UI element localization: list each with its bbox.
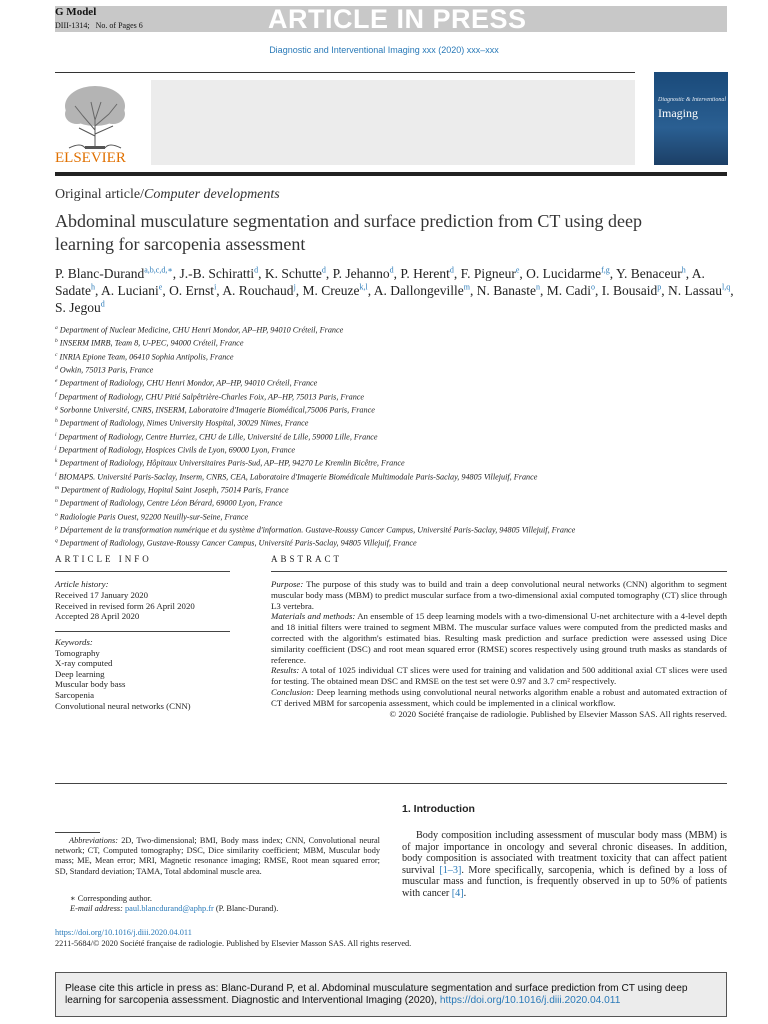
keywords <box>55 637 230 711</box>
abstract-results <box>271 665 727 687</box>
author-name: A. Sadate <box>55 266 705 298</box>
abbreviations-text: 2D, Two-dimensional; BMI, Body mass index; CNN, Convolutional neural network; CT, Computed tomography; DSC, Dice similarity coefficient; MBM, Muscular body mass; ME, Mean error; MRI, Magnetic resonance imaging; RMSE, Root mean squared error; SD, Standard deviation; TAMA, Total abdominal muscle area. <box>55 836 380 876</box>
affiliation-key: l <box>55 471 57 478</box>
affiliation-text: BIOMAPS. Université Paris-Saclay, Inserm, CNRS, CEA, Laboratoire d'Imagerie Biomédicale Multimodale Paris-Saclay, 94805 Villejuif, France <box>58 472 538 482</box>
keywords-label: Keywords: <box>55 637 93 647</box>
author-affiliation-marker[interactable]: h <box>91 282 95 292</box>
article-title: Abdominal musculature segmentation and surface prediction from CT using deep learning for sarcopenia assessment <box>55 211 643 254</box>
intro-text-part: Body composition including assessment of muscular body mass (MBM) is of major importance in oncology and several chronic diseases. In addition, body composition is associated with treatment toxicity that can affect patient survival <box>402 830 727 876</box>
abstract-methods <box>271 611 727 665</box>
author-affiliation-marker[interactable]: h <box>681 265 686 275</box>
affiliation-text: Sorbonne Université, CNRS, INSERM, Laboratoire d'Imagerie Biomédical,75006 Paris, France <box>59 405 375 415</box>
author-name: M. Cadi <box>546 283 591 298</box>
affiliation-item <box>55 323 735 336</box>
affiliation-text: Owkin, 75013 Paris, France <box>59 365 154 375</box>
affiliation-item <box>55 510 735 523</box>
article-type: Original article/Computer developments <box>55 187 280 202</box>
affiliation-text: Département de la transformation numérique et du système d'information. Gustave-Roussy Cancer Campus, Université Paris-Saclay, 94805 Villejuif, France <box>59 525 576 535</box>
author-affiliation-marker[interactable]: d <box>321 265 326 275</box>
affiliation-key: k <box>55 458 58 465</box>
affiliation-text: Department of Radiology, CHU Pitié Salpêtrière-Charles Foix, AP–HP, 75013 Paris, France <box>58 392 365 402</box>
author-name: A. Rouchaud <box>222 283 294 298</box>
history-revised: Received in revised form 26 April 2020 <box>55 600 195 611</box>
citation-doi-link[interactable]: https://doi.org/10.1016/j.diii.2020.04.011 <box>439 995 621 1007</box>
keywords-rule <box>55 631 230 632</box>
journal-citation-line[interactable]: Diagnostic and Interventional Imaging xxx (2020) xxx–xxx <box>269 45 499 55</box>
author-affiliation-marker[interactable]: l,q <box>722 282 731 292</box>
author-affiliation-marker[interactable]: e <box>515 265 520 275</box>
email-label: E-mail address: <box>70 904 123 913</box>
author-affiliation-marker[interactable]: d <box>389 265 394 275</box>
introduction-heading: 1. Introduction <box>402 803 475 815</box>
author-affiliation-marker[interactable]: e <box>158 282 163 292</box>
author-name: A. Luciani <box>101 283 159 298</box>
abstract-conclusion <box>271 687 727 709</box>
cover-subtitle: Diagnostic & Interventional <box>658 97 726 103</box>
reference-link[interactable]: [1–3] <box>439 864 462 876</box>
abstract-copyright: © 2020 Société française de radiologie. Published by Elsevier Masson SAS. All rights reserved. <box>389 708 727 719</box>
affiliation-item <box>55 363 735 376</box>
g-model-label: G Model <box>55 6 97 18</box>
author-name: K. Schutte <box>264 266 322 281</box>
affiliation-text: Department of Nuclear Medicine, CHU Henri Mondor, AP–HP, 94010 Créteil, France <box>59 325 344 335</box>
history-label: Article history: <box>55 579 109 589</box>
author-name: P. Blanc-Durand <box>55 266 145 281</box>
affiliation-item <box>55 403 735 416</box>
citation-box <box>55 972 727 1017</box>
affiliation-text: Department of Radiology, CHU Henri Mondor, AP–HP, 94010 Créteil, France <box>59 379 318 389</box>
affiliation-text: Department of Radiology, Centre Léon Bérard, 69000 Lyon, France <box>59 499 283 508</box>
keyword-item: Deep learning <box>55 668 105 679</box>
article-type-sub: Computer developments <box>144 187 280 202</box>
citation-text: Please cite this article in press as: Blanc-Durand P, et al. Abdominal musculature segmentation and surface prediction from CT using deep learning for sarcopenia assessment. Diagnostic and Interventional Imaging (2020), <box>65 983 688 1007</box>
journal-header-panel <box>151 80 635 165</box>
author-name: I. Bousaid <box>601 283 658 298</box>
affiliation-key: a <box>55 325 58 331</box>
affiliation-key: i <box>55 431 57 438</box>
email-owner: (P. Blanc-Durand). <box>215 904 279 913</box>
keyword-item: Tomography <box>55 647 100 658</box>
author-name: Y. Benaceur <box>616 266 682 281</box>
affiliation-text: Department of Radiology, Hôpitaux Universitaires Paris-Sud, AP–HP, 94270 Le Kremlin Bicêtre, France <box>59 459 405 469</box>
affiliation-text: Department of Radiology, Centre Hurriez, CHU de Lille, Université de Lille, 59000 Lille, France <box>58 432 378 442</box>
keyword-item: Muscular body bass <box>55 679 126 690</box>
header-thick-rule <box>55 172 727 176</box>
abstract-purpose-label: Purpose: <box>271 579 304 589</box>
affiliation-key: c <box>55 351 58 358</box>
affiliation-item <box>55 336 735 349</box>
abstract-results-label: Results: <box>271 665 300 676</box>
author-name: P. Jehanno <box>332 266 390 281</box>
affiliation-text: INSERM IMRB, Team 8, U-PEC, 94000 Créteil, France <box>59 339 244 349</box>
affiliation-key: b <box>55 338 58 345</box>
author-name: M. Creuze <box>302 283 360 298</box>
footnote-rule <box>55 832 100 833</box>
article-history <box>55 579 230 622</box>
author-affiliation-marker[interactable]: j <box>293 282 296 292</box>
author-name: F. Pigneur <box>460 266 516 281</box>
abstract-purpose-text: The purpose of this study was to build and train a deep convolutional neural networks (CNN) algorithm to segment muscular body mass (MBM) to predict muscular surface from a two-dimensional axial computed tomography (CT) slice through L3 vertebra. <box>271 579 727 611</box>
header-divider <box>55 72 635 73</box>
affiliation-key: o <box>55 511 58 518</box>
affiliation-text: INRIA Epione Team, 06410 Sophia Antipolis, France <box>59 352 234 362</box>
affiliation-key: g <box>55 404 58 411</box>
abstract-conclusion-text: Deep learning methods using convolutional neural networks algorithm enable a robust and automated extraction of CT derived MBM for sarcopenia assessment, which could be implemented in a clinical workflow. <box>271 686 728 708</box>
affiliation-key: q <box>55 538 58 545</box>
author-affiliation-marker[interactable]: n <box>535 282 540 292</box>
keyword-item: X-ray computed <box>55 658 113 669</box>
author-affiliation-marker[interactable]: d <box>449 265 454 275</box>
history-received: Received 17 January 2020 <box>55 589 149 600</box>
affiliation-text: Department of Radiology, Hospices Civils de Lyon, 69000 Lyon, France <box>58 445 296 455</box>
corresponding-author: ∗ Corresponding author. <box>70 894 152 903</box>
author-affiliation-marker[interactable]: k,l <box>359 282 368 292</box>
intro-text-part: . <box>463 887 467 899</box>
affiliation-key: d <box>55 364 58 371</box>
abstract-rule <box>271 571 727 572</box>
article-info-rule <box>55 571 230 572</box>
affiliation-text: Radiologie Paris Ouest, 92200 Neuilly-sur-Seine, France <box>59 512 249 522</box>
author-list: P. Blanc-Durand$^{a,b,c,d,∗}$, J.-B. Schiratti$^d$, K. Schutte$^d$, P. Jehanno$^d$, P. Herent$^d$, F. Pigneur$^e$, O. Lucidarme$^{f,g}$, Y. Benaceur$^h$, A. Sadate$^h$, A. Luciani$^e$, O. Ernst$^i$, A. Rouchaud$^j$, M. Creuze$^{k,l}$, A. Dallongeville$^m$, N. Banaste$^n$, M. Cadi$^o$, I. Bousaid$^p$, N. Lassau$^{l,q}$, S. Jegou$^d$ <box>55 265 734 315</box>
affiliation-item <box>55 536 735 549</box>
affiliation-key: j <box>55 444 57 451</box>
history-accepted: Accepted 28 April 2020 <box>55 611 140 622</box>
manuscript-code: DIII-1314; <box>55 21 90 30</box>
author-name: A. Dallongeville <box>373 283 464 298</box>
affiliation-item <box>55 483 735 496</box>
affiliation-item <box>55 456 735 469</box>
author-name: P. Herent <box>400 266 450 281</box>
intro-text-part: . More specifically, sarcopenia, which is defined by a loss of muscular mass and function, is frequently observed in up to 50% of patients with cancer <box>402 864 728 899</box>
author-name: S. Jegou <box>55 300 101 315</box>
affiliation-key: m <box>55 484 59 491</box>
affiliation-key: h <box>55 418 58 425</box>
affiliation-text: Department of Radiology, Gustave-Roussy Cancer Campus, Université Paris-Saclay, 94805 Villejuif, France <box>59 538 417 548</box>
introduction-text <box>402 830 727 900</box>
reference-link[interactable]: [4] <box>451 887 464 899</box>
article-info-heading: ARTICLE INFO <box>55 554 152 564</box>
abstract-purpose <box>271 579 727 611</box>
author-name: N. Banaste <box>476 283 536 298</box>
affiliation-item <box>55 350 735 363</box>
author-affiliation-marker[interactable]: f,g <box>601 265 610 275</box>
affiliation-text: Department of Radiology, Nimes University Hospital, 30029 Nimes, France <box>59 419 309 429</box>
issn-copyright: 2211-5684/© 2020 Société française de radiologie. Published by Elsevier Masson SAS. All rights reserved. <box>55 939 412 948</box>
author-affiliation-marker[interactable]: i <box>214 282 217 292</box>
author-name: O. Lucidarme <box>526 266 602 281</box>
author-affiliation-marker[interactable]: d <box>254 265 259 275</box>
author-name: O. Ernst <box>169 283 215 298</box>
article-type-main: Original article <box>55 187 141 202</box>
abstract-heading: ABSTRACT <box>271 554 343 564</box>
manuscript-id <box>55 21 143 30</box>
page-count: No. of Pages 6 <box>95 21 143 30</box>
email-footnote <box>70 904 278 913</box>
affiliation-item <box>55 390 735 403</box>
keyword-item: Sarcopenia <box>55 689 95 700</box>
affiliation-item <box>55 523 735 536</box>
article-in-press-title: ARTICLE IN PRESS <box>268 4 527 34</box>
affiliation-key: f <box>55 391 57 398</box>
keyword-item: Convolutional neural networks (CNN) <box>55 700 191 711</box>
email-link[interactable]: paul.blancdurand@aphp.fr <box>125 904 214 913</box>
abstract-results-text: A total of 1025 individual CT slices were used for training and validation and 500 additional axial CT slices were used for testing. The obtained mean DSC and RMSE on the test set were 0.97 and 3.7 cm² respectively. <box>271 665 727 687</box>
author-affiliation-marker[interactable]: d <box>100 299 105 309</box>
affiliation-item <box>55 496 735 509</box>
author-affiliation-marker[interactable]: p <box>657 282 662 292</box>
affiliation-text: Department of Radiology, Hopital Saint Joseph, 75014 Paris, France <box>61 485 289 495</box>
affiliation-item <box>55 430 735 443</box>
author-name: J.-B. Schiratti <box>179 266 255 281</box>
doi-link[interactable]: https://doi.org/10.1016/j.diii.2020.04.011 <box>55 928 192 937</box>
affiliation-item <box>55 443 735 456</box>
abstract-methods-text: An ensemble of 15 deep learning models with a two-dimensional U-net architecture with a 4-level depth and 18 initial filters were trained to segment MBM. The muscular surface values were computed from the predicted masks and corrected with the algorithm's estimated bias. Resulting mask prediction and surface prediction were assessed using Dice similarity coefficient (DSC) and root mean squared error (RMSE) scores respectively using ground truth masks as standards of reference. <box>271 611 727 665</box>
affiliation-item <box>55 416 735 429</box>
author-name: N. Lassau <box>668 283 722 298</box>
abstract-methods-label: Materials and methods: <box>271 611 356 622</box>
abstract-conclusion-label: Conclusion: <box>271 686 315 697</box>
abbreviations-footnote <box>55 836 380 877</box>
affiliation-key: n <box>55 498 58 505</box>
affiliation-item <box>55 376 735 389</box>
author-affiliation-marker[interactable]: m <box>463 282 470 292</box>
abstract-bottom-rule <box>55 783 727 784</box>
publisher-name: ELSEVIER <box>55 150 126 166</box>
affiliation-key: e <box>55 378 58 385</box>
abbreviations-label: Abbreviations: <box>69 836 119 845</box>
abstract-body <box>271 579 727 719</box>
affiliation-key: p <box>55 524 58 531</box>
author-affiliation-marker[interactable]: o <box>591 282 595 292</box>
author-affiliation-marker[interactable]: a,b,c,d,∗ <box>144 265 173 275</box>
affiliation-list <box>55 323 735 550</box>
affiliation-item <box>55 470 735 483</box>
cover-title: Imaging <box>658 106 698 120</box>
